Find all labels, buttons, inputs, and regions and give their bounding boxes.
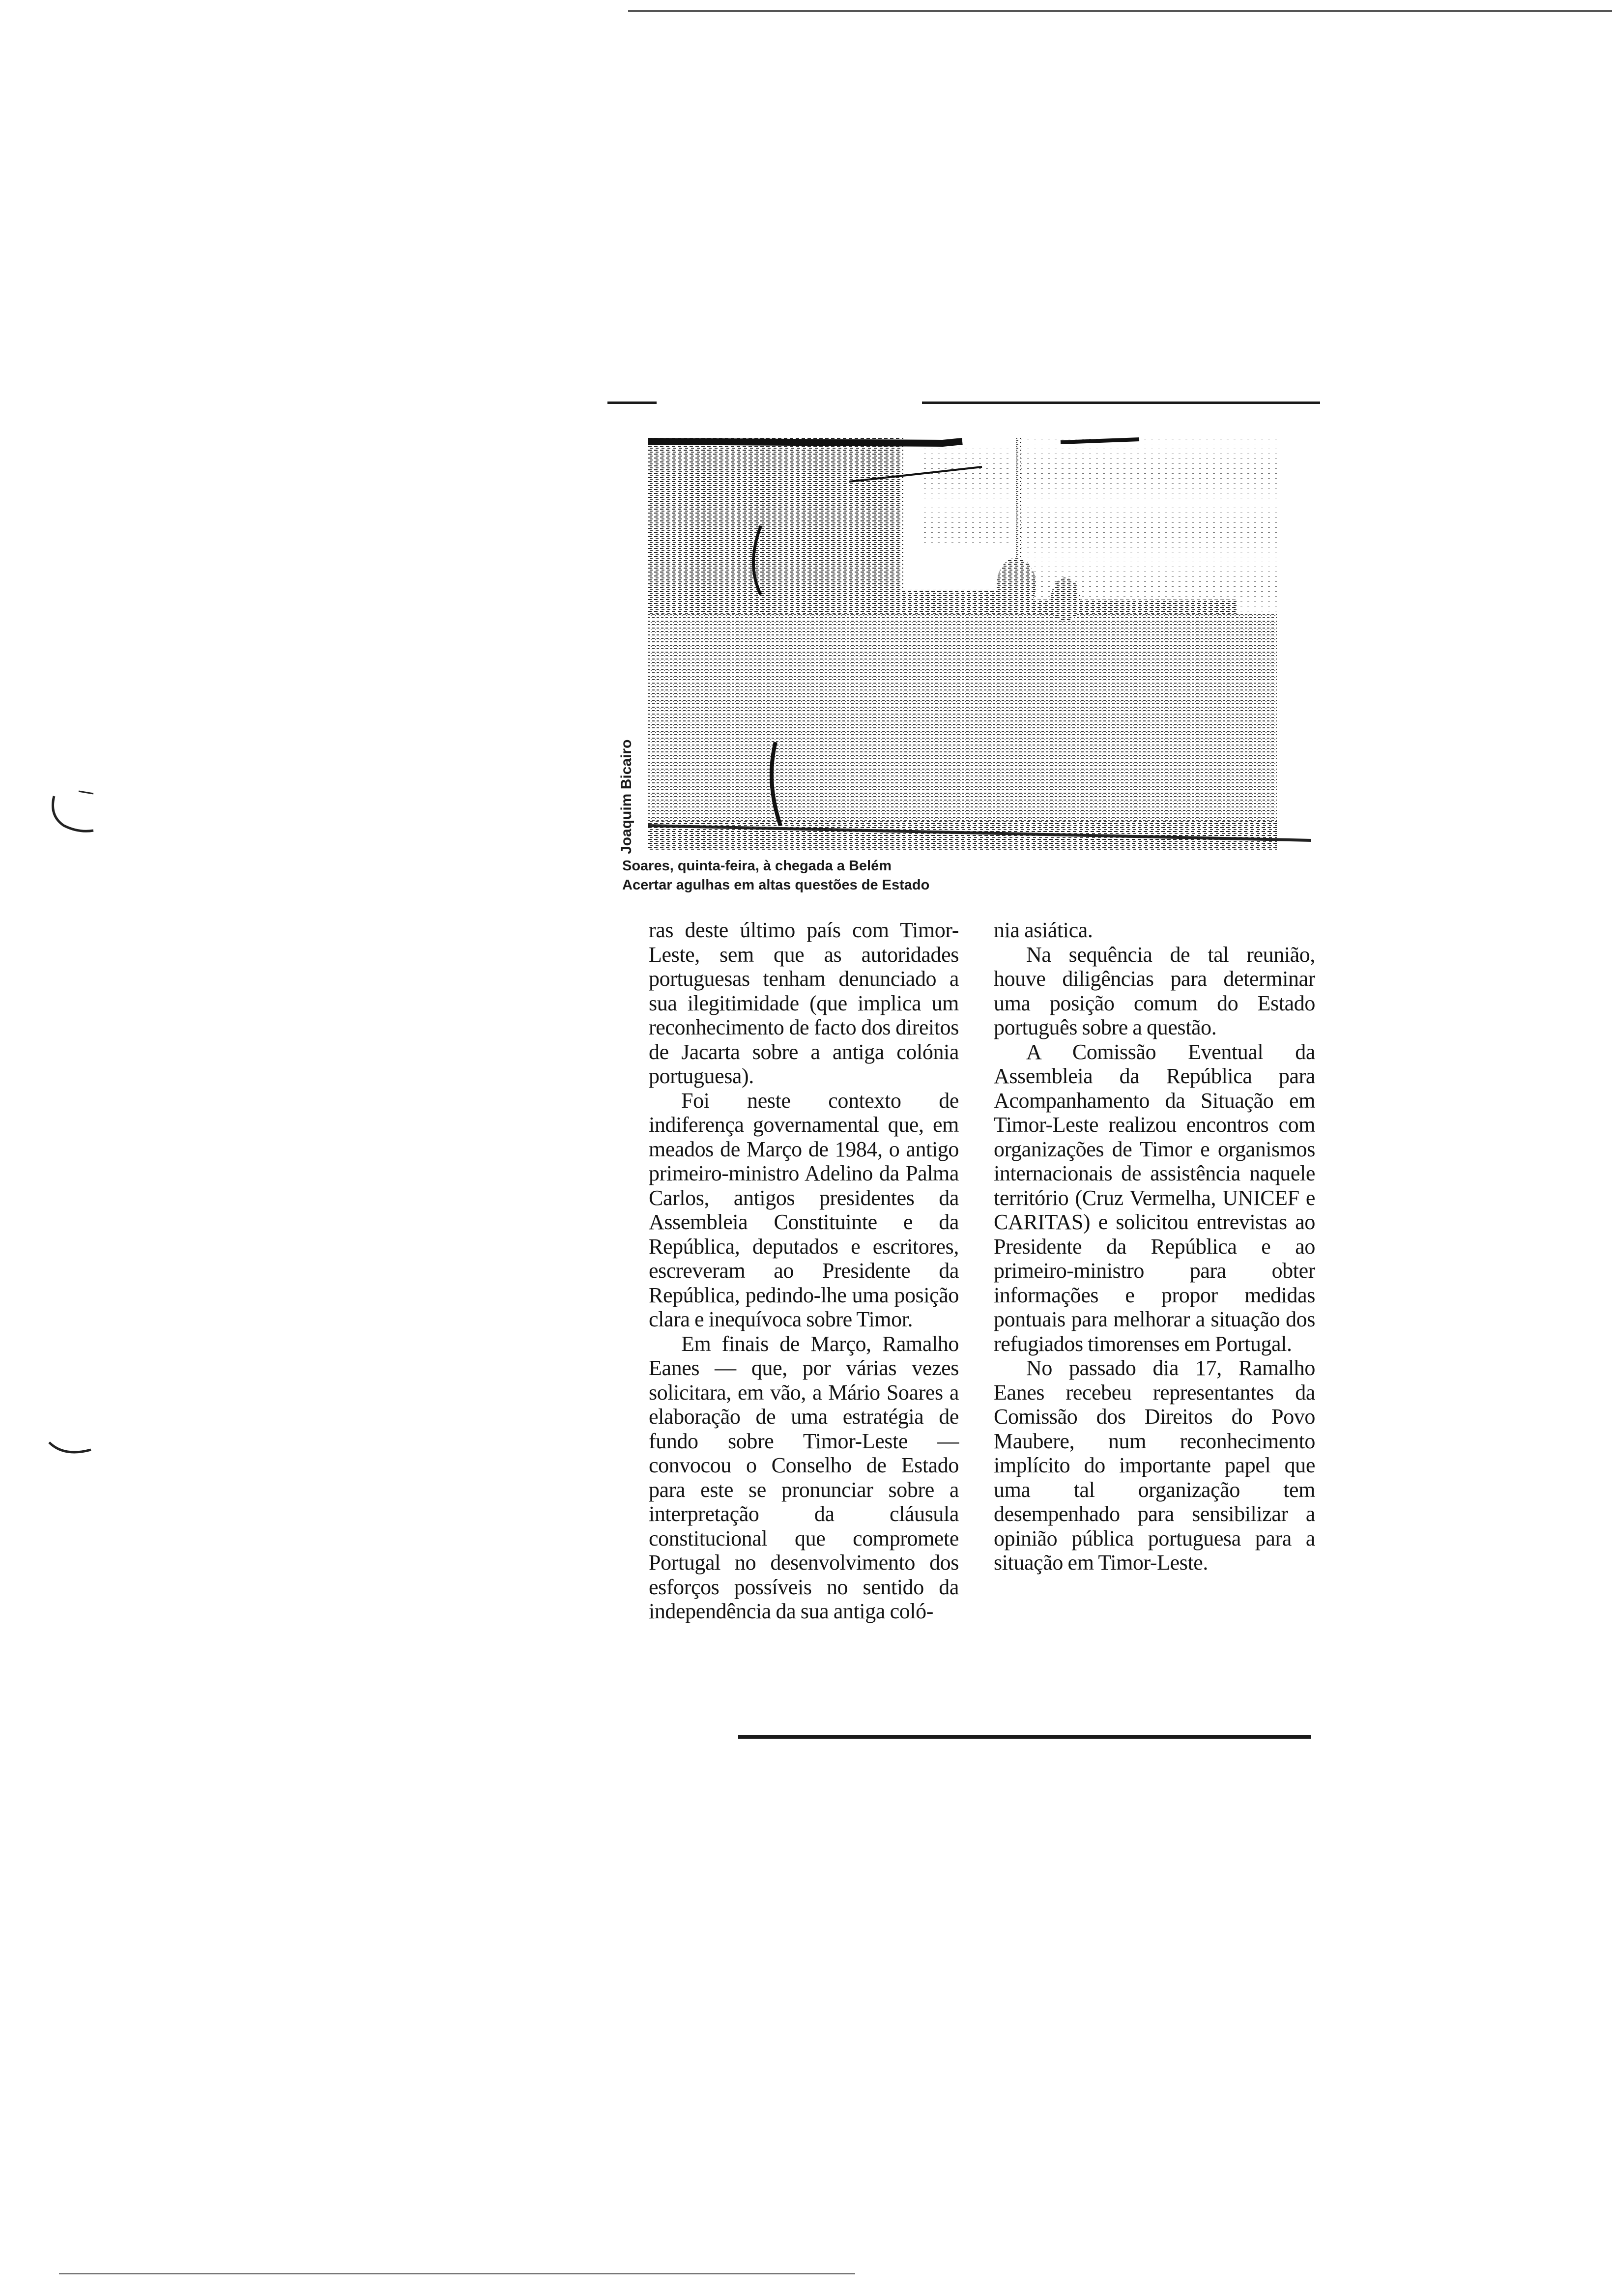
paragraph: Em finais de Março, Ramalho Eanes — que, por várias vezes solicitara, em vão, a Mário Soares a elaboração de uma estratégia de fundo sobre Timor-Leste — convocou o Conselho de Estado para este se pronunciar sobre a interpretação da cláusula constitucional que compromete Portugal no desenvolvimento dos esforços possíveis no sentido da independência da sua antiga coló- bbox=[649, 1331, 959, 1623]
top-rule-short bbox=[607, 402, 657, 404]
paragraph: No passado dia 17, Ramalho Eanes recebeu representantes da Comissão dos Direitos do Povo Maubere, num reconhecimento implícito do importante papel que uma tal organização tem desempenhado para sensibilizar a opinião pública portuguesa para a situação em Timor-Leste. bbox=[994, 1356, 1315, 1575]
photo-caption-line2: Acertar agulhas em altas questões de Estado bbox=[622, 877, 930, 893]
paragraph: Na sequência de tal reunião, houve diligências para determinar uma posição comum do Estado português sobre a questão. bbox=[994, 942, 1315, 1039]
end-rule bbox=[738, 1735, 1311, 1739]
top-rule-long bbox=[922, 402, 1320, 404]
article-column-left bbox=[649, 918, 959, 1624]
punch-mark-top bbox=[44, 786, 98, 845]
news-photo bbox=[648, 437, 1311, 850]
scan-top-edge-line bbox=[628, 10, 1612, 12]
paragraph: nia asiática. bbox=[994, 918, 1093, 942]
article-column-right bbox=[994, 918, 1315, 1575]
punch-mark-bottom bbox=[47, 1435, 96, 1464]
scan-bottom-edge-line bbox=[59, 2273, 855, 2274]
paragraph: Foi neste contexto de indiferença governamental que, em meados de Março de 1984, o antigo primeiro-ministro Adelino da Palma Carlos, antigos presidentes da Assembleia Constituinte e da República, deputados e escritores, escreveram ao Presidente da República, pedindo-lhe uma posição clara e inequívoca sobre Timor. bbox=[649, 1088, 959, 1331]
paragraph: A Comissão Eventual da Assembleia da República para Acompanhamento da Situação em Timor-Leste realizou encontros com organizações de Timor e organismos internacionais de assistência naquele território (Cruz Vermelha, UNICEF e CARITAS) e solicitou entrevistas ao Presidente da República e ao primeiro-ministro para obter informações e propor medidas pontuais para melhorar a situação dos refugiados timorenses em Portugal. bbox=[994, 1039, 1315, 1356]
paragraph: ras deste último país com Timor-Leste, sem que as autoridades portuguesas tenham denunciado a sua ilegitimidade (que implica um reconhecimento de facto dos direitos de Jacarta sobre a antiga colónia portuguesa). bbox=[649, 918, 959, 1088]
photo-caption-line1: Soares, quinta-feira, à chegada a Belém bbox=[622, 858, 892, 874]
photo-credit: Joaquim Bicairo bbox=[618, 739, 634, 854]
